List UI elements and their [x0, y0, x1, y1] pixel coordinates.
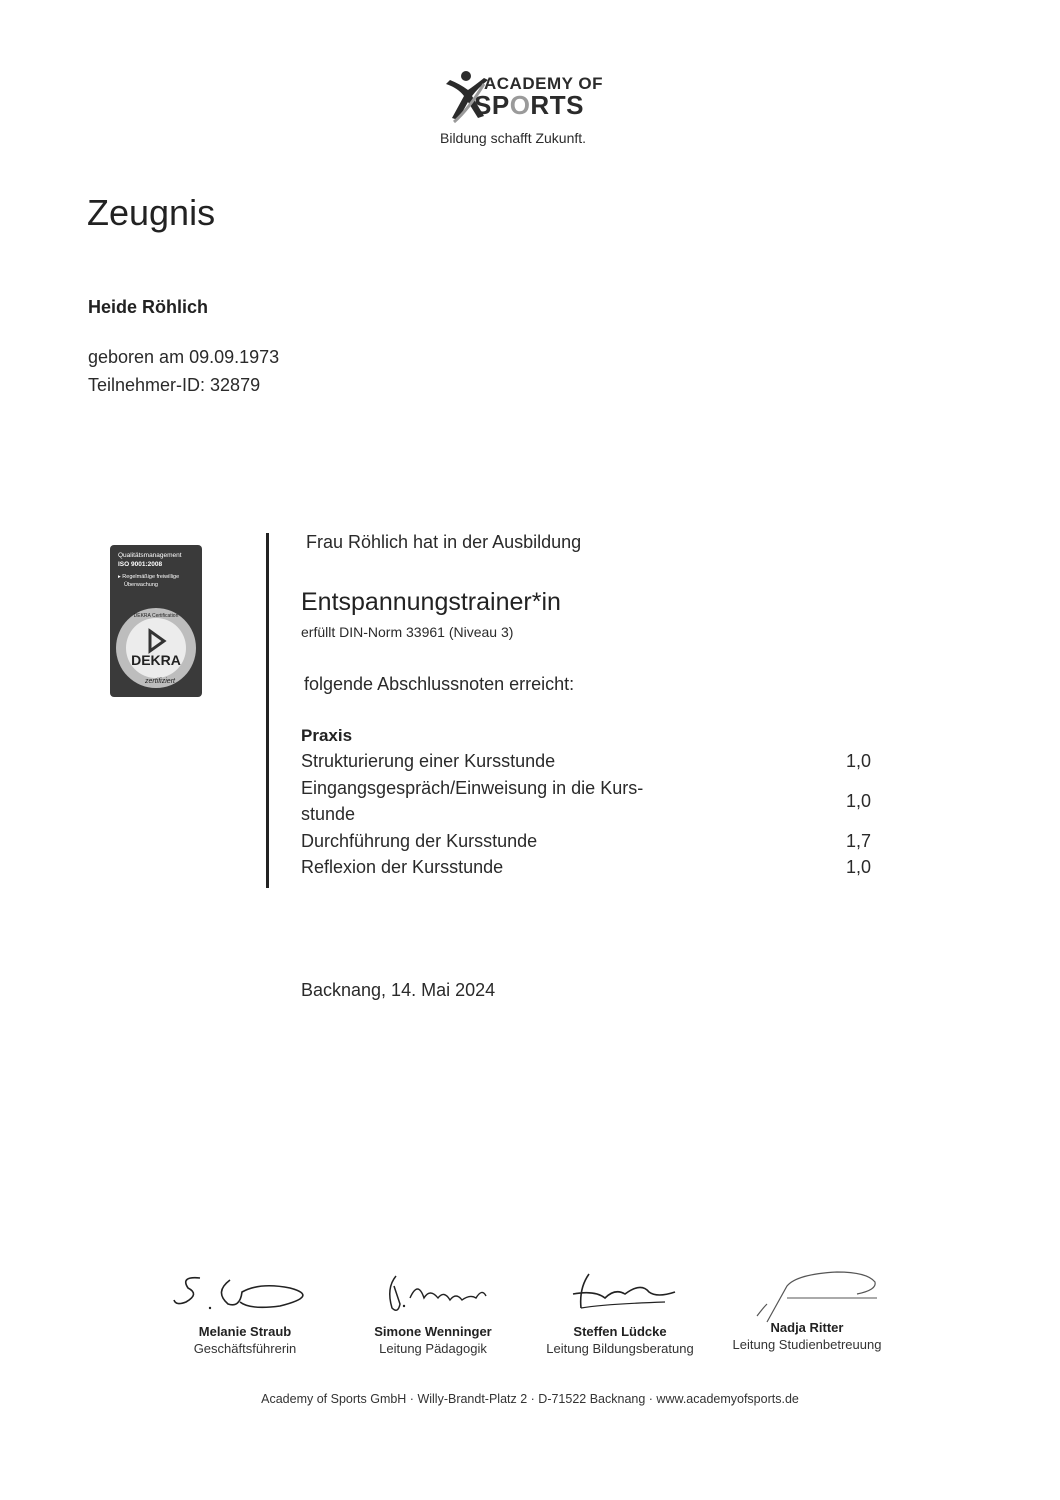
grade-mark: 1,7 — [845, 831, 871, 851]
intro-text: Frau Röhlich hat in der Ausbildung — [306, 532, 582, 552]
grades-intro: folgende Abschlussnoten erreicht: — [304, 674, 575, 694]
logo-line-1: ACADEMY OF — [484, 74, 603, 93]
norm-text: erfüllt DIN-Norm 33961 (Niveau 3) — [301, 624, 514, 640]
grade-subject: Reflexion der Kursstunde — [301, 857, 504, 877]
logo-tagline: Bildung schafft Zukunft. — [440, 130, 587, 146]
svg-text:ISO 9001:2008: ISO 9001:2008 — [118, 561, 163, 568]
signer-role: Geschäftsführerin — [193, 1341, 297, 1356]
section-heading-praxis: Praxis — [301, 726, 353, 745]
academy-logo — [440, 68, 640, 154]
grade-subject: Strukturierung einer Kursstunde — [301, 751, 556, 771]
handwritten-signature-icon — [727, 1264, 887, 1324]
signer-name: Melanie Straub — [198, 1324, 292, 1339]
document-title: Zeugnis — [87, 192, 216, 233]
divider-line — [266, 533, 269, 888]
svg-text:zertifiziert: zertifiziert — [145, 678, 175, 685]
person-name: Heide Röhlich — [88, 297, 209, 317]
svg-text:▸ Regelmäßige freiwillige: ▸ Regelmäßige freiwillige — [118, 574, 180, 580]
signer-name: Simone Wenninger — [374, 1324, 492, 1339]
grade-subject: Durchführung der Kursstunde — [301, 831, 538, 851]
grade-subject: Eingangsgespräch/Einweisung in die Kurs- stunde — [301, 778, 644, 824]
signer-name: Steffen Lüdcke — [573, 1324, 667, 1339]
svg-text:DEKRA Certification: DEKRA Certification — [133, 613, 179, 619]
birth-date: geboren am 09.09.1973 — [88, 347, 280, 367]
handwritten-signature-icon — [170, 1268, 320, 1320]
place-date: Backnang, 14. Mai 2024 — [301, 980, 496, 1000]
signature-block — [355, 1268, 511, 1356]
course-title: Entspannungstrainer*in — [301, 588, 561, 616]
signer-name: Nadja Ritter — [770, 1320, 844, 1335]
handwritten-signature-icon — [545, 1268, 695, 1320]
signature-block — [170, 1268, 320, 1356]
svg-text:DEKRA: DEKRA — [131, 652, 181, 668]
svg-text:Qualitätsmanagement: Qualitätsmanagement — [118, 552, 182, 559]
handwritten-signature-icon — [358, 1268, 508, 1320]
grade-mark: 1,0 — [845, 751, 871, 771]
dekra-seal-icon — [110, 545, 202, 697]
logo-line-2: SPORTS — [474, 90, 584, 120]
signer-role: Leitung Bildungsberatung — [546, 1341, 694, 1356]
grade-mark: 1,0 — [845, 857, 871, 877]
signer-role: Leitung Studienbetreuung — [732, 1337, 882, 1352]
footer-address: Academy of Sports GmbH · Willy-Brandt-Platz 2 · D-71522 Backnang · www.academyofsports.de — [261, 1392, 799, 1406]
svg-text:Überwachung: Überwachung — [124, 582, 158, 588]
participant-id: Teilnehmer-ID: 32879 — [88, 375, 261, 395]
signature-block — [540, 1268, 700, 1356]
signer-role: Leitung Pädagogik — [379, 1341, 487, 1356]
grade-mark: 1,0 — [845, 791, 871, 811]
signature-block — [722, 1264, 892, 1352]
